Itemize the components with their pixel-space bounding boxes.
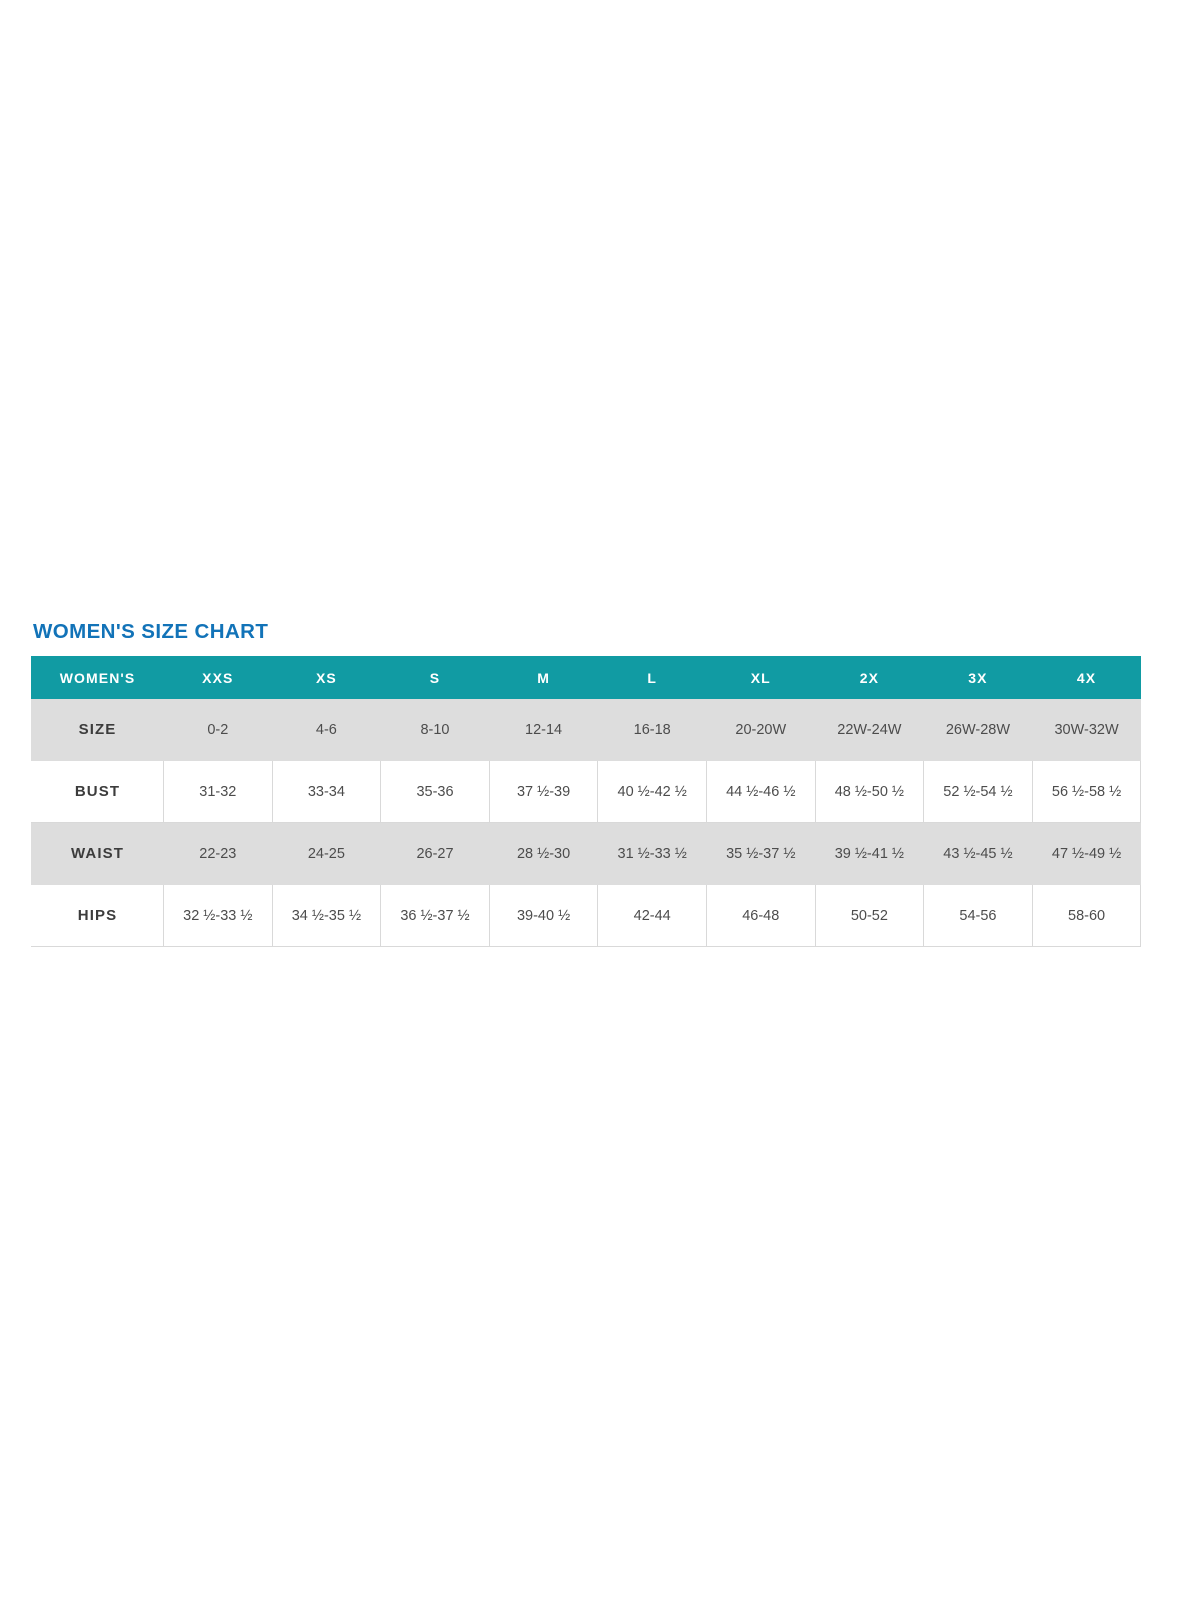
cell-bust-l: 40 ½-42 ½ xyxy=(598,761,707,823)
column-header-l: L xyxy=(598,657,707,699)
cell-size-3x: 26W-28W xyxy=(924,699,1033,761)
cell-hips-m: 39-40 ½ xyxy=(489,885,598,947)
column-header-s: S xyxy=(381,657,490,699)
cell-size-m: 12-14 xyxy=(489,699,598,761)
cell-hips-s: 36 ½-37 ½ xyxy=(381,885,490,947)
cell-bust-m: 37 ½-39 xyxy=(489,761,598,823)
cell-waist-xl: 35 ½-37 ½ xyxy=(706,823,815,885)
cell-size-2x: 22W-24W xyxy=(815,699,924,761)
cell-bust-s: 35-36 xyxy=(381,761,490,823)
column-header-4x: 4X xyxy=(1032,657,1141,699)
cell-bust-3x: 52 ½-54 ½ xyxy=(924,761,1033,823)
row-label-bust: BUST xyxy=(32,761,164,823)
cell-hips-xl: 46-48 xyxy=(706,885,815,947)
column-header-m: M xyxy=(489,657,598,699)
row-label-waist: WAIST xyxy=(32,823,164,885)
cell-waist-3x: 43 ½-45 ½ xyxy=(924,823,1033,885)
column-header-2x: 2X xyxy=(815,657,924,699)
cell-waist-xxs: 22-23 xyxy=(164,823,273,885)
cell-bust-xl: 44 ½-46 ½ xyxy=(706,761,815,823)
table-row xyxy=(32,761,1141,823)
table-header-row xyxy=(32,657,1141,699)
cell-size-xl: 20-20W xyxy=(706,699,815,761)
cell-size-xs: 4-6 xyxy=(272,699,381,761)
size-chart-block xyxy=(31,620,1141,947)
cell-hips-4x: 58-60 xyxy=(1032,885,1141,947)
row-label-hips: HIPS xyxy=(32,885,164,947)
column-header-women: WOMEN'S xyxy=(32,657,164,699)
table-row xyxy=(32,699,1141,761)
column-header-xxs: XXS xyxy=(164,657,273,699)
cell-hips-3x: 54-56 xyxy=(924,885,1033,947)
women-size-chart-table xyxy=(31,656,1141,947)
cell-bust-xxs: 31-32 xyxy=(164,761,273,823)
table-row xyxy=(32,885,1141,947)
cell-size-s: 8-10 xyxy=(381,699,490,761)
column-header-xs: XS xyxy=(272,657,381,699)
cell-bust-xs: 33-34 xyxy=(272,761,381,823)
page-title: WOMEN'S SIZE CHART xyxy=(33,620,269,643)
table-row xyxy=(32,823,1141,885)
cell-size-4x: 30W-32W xyxy=(1032,699,1141,761)
cell-waist-m: 28 ½-30 xyxy=(489,823,598,885)
column-header-xl: XL xyxy=(706,657,815,699)
cell-bust-4x: 56 ½-58 ½ xyxy=(1032,761,1141,823)
cell-waist-2x: 39 ½-41 ½ xyxy=(815,823,924,885)
row-label-size: SIZE xyxy=(32,699,164,761)
column-header-3x: 3X xyxy=(924,657,1033,699)
cell-hips-l: 42-44 xyxy=(598,885,707,947)
cell-size-xxs: 0-2 xyxy=(164,699,273,761)
cell-hips-xs: 34 ½-35 ½ xyxy=(272,885,381,947)
cell-waist-4x: 47 ½-49 ½ xyxy=(1032,823,1141,885)
cell-hips-xxs: 32 ½-33 ½ xyxy=(164,885,273,947)
cell-hips-2x: 50-52 xyxy=(815,885,924,947)
cell-size-l: 16-18 xyxy=(598,699,707,761)
cell-waist-xs: 24-25 xyxy=(272,823,381,885)
cell-waist-l: 31 ½-33 ½ xyxy=(598,823,707,885)
cell-waist-s: 26-27 xyxy=(381,823,490,885)
cell-bust-2x: 48 ½-50 ½ xyxy=(815,761,924,823)
